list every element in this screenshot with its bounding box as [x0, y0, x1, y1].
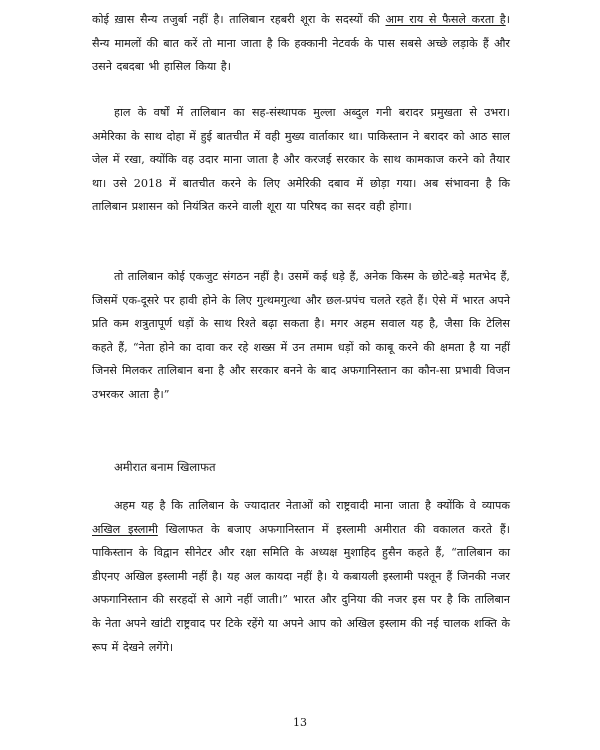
- paragraph-3: तो तालिबान कोई एकजुट संगठन नहीं है। उसमें कई धड़े हैं, अनेक किस्म के छोटे-बड़े मतभेद हैं, जिसमें एक-दूसरे पर हावी होने के लिए गुत्थमगुत्था और छल-प्रपंच चलते रहते हैं। ऐसे में भारत अपने प्रति कम शत्रुतापूर्ण धड़ों के साथ रिश्ते बढ़ा सकता है। मगर अहम सवाल यह है, जैसा कि टेलिस कहते हैं, “नेता होने का दावा कर रहे शख्स में उन तमाम धड़ों को काबू करने की क्षमता है या नहीं जिनसे मिलकर तालिबान बना है और सरकार बनने के बाद अफगानिस्तान का कौन-सा प्रभावी विजन उभरकर आता है।”: [92, 270, 510, 401]
- underlined-phrase-consensus: आम राय से फैसले करता है: [385, 13, 506, 26]
- paragraph-2: हाल के वर्षों में तालिबान का सह-संस्थापक मुल्ला अब्दुल गनी बरादर प्रमुखता से उभरा। अमेरिका के साथ दोहा में हुई बातचीत में वही मुख्य वार्ताकार था। पाकिस्तान ने बरादर को आठ साल जेल में रखा, क्योंकि वह उदार माना जाता है और करजई सरकार के साथ कामकाज करने को तैयार था। उसे 2018 में बातचीत करने के लिए अमेरिकी दबाव में छोड़ा गया। अब संभावना है कि तालिबान प्रशासन को नियंत्रित करने वाली शूरा या परिषद का सदर वही होगा।: [92, 106, 510, 214]
- paragraph-1-text-b: । सैन्य मामलों की बात करें तो माना जाता है कि हक्कानी नेटवर्क के पास सबसे अच्छे लड़ाके हैं और उसने दबदबा भी हासिल किया है।: [92, 13, 510, 74]
- page-number: 13: [293, 716, 307, 729]
- paragraph-1-text-a: कोई ख़ास सैन्य तजुर्बा नहीं है। तालिबान रहबरी शूरा के सदस्यों की: [92, 13, 386, 26]
- paragraph-1: [92, 8, 510, 79]
- paragraph-4-text-a: अहम यह है कि तालिबान के ज्यादातर नेताओं को राष्ट्रवादी माना जाता है क्योंकि वे व्यापक: [114, 499, 510, 512]
- paragraph-4: [92, 494, 510, 659]
- section-heading: अमीरात बनाम खिलाफत: [114, 460, 216, 474]
- paragraph-4-text-b: खिलाफत के बजाए अफगानिस्तान में इस्लामी अमीरात की वकालत करते हैं। पाकिस्तान के विद्वान सीनेटर और रक्षा समिति के अध्यक्ष मुशाहिद हुसैन कहते हैं, “तालिबान का डीएनए अखिल इस्लामी नहीं है। यह अल कायदा नहीं है। ये कबायली इस्लामी पश्तून हैं जिनकी नजर अफगानिस्तान की सरहदों से आगे नहीं जाती।” भारत और दुनिया की नजर इस पर है कि तालिबान के नेता अपने खांटी राष्ट्रवाद पर टिके रहेंगे या अपने आप को अखिल इस्लाम की नई चालक शक्ति के रूप में देखने लगेंगे।: [92, 522, 511, 654]
- underlined-phrase-pan-islamic: अखिल इस्लामी: [92, 522, 158, 536]
